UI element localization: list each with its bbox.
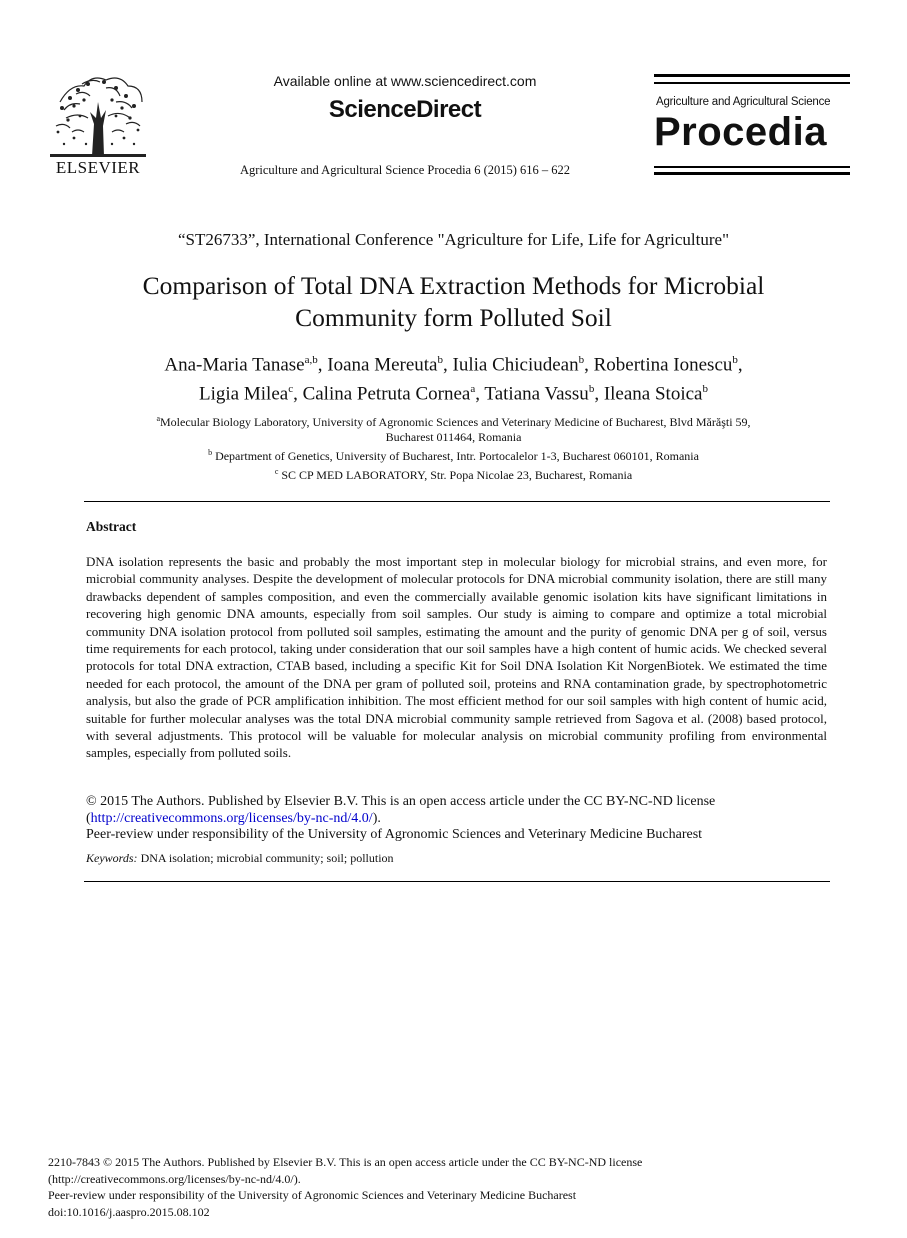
- journal-citation: Agriculture and Agricultural Science Procedia 6 (2015) 616 – 622: [239, 163, 571, 177]
- author-affiliation-mark: a,b: [304, 354, 318, 366]
- abstract-heading: Abstract: [86, 519, 137, 534]
- publisher-name: ELSEVIER: [55, 158, 141, 177]
- sciencedirect-logo: ScienceDirect: [328, 96, 482, 123]
- affiliation-c: $^c$ SC CP MED LABORATORY, Str. Popa Nicolae 23, Bucharest, Romania: [274, 467, 633, 482]
- footer-peer-review: Peer-review under responsibility of the University of Agronomic Sciences and Veterinary Medicine Bucharest: [48, 1188, 577, 1203]
- author-name: Ileana Stoica: [603, 383, 703, 405]
- author-affiliation-mark: c: [288, 383, 294, 396]
- author-affiliation-mark: a: [470, 383, 476, 396]
- license-url-line: (http://creativecommons.org/licenses/by-nc-nd/4.0/).: [86, 810, 381, 826]
- paper-title: [60, 270, 847, 334]
- footer-issn-license: 2210-7843 © 2015 The Authors. Published by Elsevier B.V. This is an open access article under the CC BY-NC-ND license: [48, 1155, 643, 1169]
- author-name: Ana-Maria Tanase: [164, 354, 305, 376]
- title-line-2: Community form Polluted Soil: [295, 303, 612, 332]
- affiliation-a-cont: Bucharest 011464, Romania: [385, 430, 522, 444]
- author-line-2: Ligia Milea$^c$, Calina Petruta Cornea$^a$, Tatiana Vassu$^b$, Ileana Stoica$^b$: [199, 383, 708, 405]
- author-affiliation-mark: b: [578, 354, 585, 366]
- procedia-top-rule: [654, 74, 850, 77]
- author-name: Robertina Ionescu: [593, 354, 733, 376]
- peer-review-note: Peer-review under responsibility of the University of Agronomic Sciences and Veterinary Medicine Bucharest: [86, 827, 703, 842]
- journal-series: Agriculture and Agricultural Science: [656, 96, 831, 108]
- procedia-top-rule-thin: [654, 82, 850, 84]
- divider: [84, 501, 830, 502]
- keywords: [86, 851, 827, 866]
- journal-brand: Procedia: [654, 110, 827, 154]
- author-affiliation-mark: b: [702, 383, 708, 396]
- conference-name: “ST26733”, International Conference "Agriculture for Life, Life for Agriculture": [177, 230, 730, 249]
- page-footer: [48, 1154, 868, 1220]
- procedia-bottom-rule: [654, 172, 850, 175]
- footer-doi[interactable]: doi:10.1016/j.aaspro.2015.08.102: [48, 1204, 210, 1219]
- author-list: [60, 348, 847, 407]
- abstract-body: DNA isolation represents the basic and probably the most important step in molecular biology for microbial strains, and even more, for microbial community analyses. Despite the development of molecular protocols for DNA microbial community isolation, there are still many drawbacks dependent of samples composition, and even the commercially available genomic isolation kits have significant limitations in recovering high genomic DNA amounts, especially from soil samples. Our study is aiming to compare and optimize a total microbial community DNA isolation protocol from polluted soil samples, estimating the amount and the purity of genomic DNA per g of soil, versus time requirements for each protocol, taking under consideration that our soil samples have a high content of humic acids. We checked several protocols for total DNA extraction, CTAB based, including a specific Kit for Soil DNA Isolation Kit NorgenBiotek. We estimated the time needed for each protocol, the amount of the DNA per gram of polluted soil, proteins and RNA contamination grade, by spectrophotometric analysis, but also the grade of PCR amplification inhibition. The most efficient method for our soil samples with high content of humic acid, suitable for further molecular analyses was the total DNA microbial community sample retrieved from Sagova et al. (2008) based protocol, with several adjustments. This protocol will be valuable for molecular analysis on microbial community profiling from environmental samples, especially from polluted soils.: [86, 554, 827, 761]
- affiliation-list: [60, 411, 847, 483]
- author-line-1: Ana-Maria Tanase$^{a,b}$, Ioana Mereuta$^b$, Iulia Chiciudean$^b$, Robertina Ionescu$^b$,: [164, 354, 743, 376]
- affiliation-a: $^a$Molecular Biology Laboratory, University of Agronomic Sciences and Veterinary Medicine of Bucharest, Blvd Mărăşti 59,: [156, 414, 751, 429]
- author-name: Tatiana Vassu: [484, 383, 589, 405]
- title-line-1: Comparison of Total DNA Extraction Methods for Microbial: [142, 271, 765, 300]
- keywords-label: Keywords:: [86, 851, 138, 865]
- author-name: Iulia Chiciudean: [452, 354, 579, 376]
- procedia-logo: [654, 72, 850, 178]
- author-affiliation-mark: b: [588, 383, 595, 396]
- procedia-bottom-rule-thin: [654, 166, 850, 168]
- author-affiliation-mark: b: [732, 354, 738, 366]
- license-link[interactable]: http://creativecommons.org/licenses/by-nc-nd/4.0/: [90, 810, 373, 826]
- license-notice: [86, 794, 827, 844]
- divider: [84, 881, 830, 882]
- available-online-text: Available online at www.sciencedirect.com: [273, 73, 537, 89]
- keywords-list: DNA isolation; microbial community; soil; pollution: [140, 851, 394, 865]
- author-affiliation-mark: b: [437, 354, 443, 366]
- affiliation-b: $^b$ Department of Genetics, University of Bucharest, Intr. Portocalelor 1-3, Bucharest 060101, Romania: [208, 448, 699, 463]
- author-name: Ligia Milea: [199, 383, 289, 405]
- license-line: © 2015 The Authors. Published by Elsevier B.V. This is an open access article under the CC BY-NC-ND license: [86, 794, 716, 809]
- author-name: Calina Petruta Cornea: [302, 383, 471, 405]
- footer-license-url[interactable]: (http://creativecommons.org/licenses/by-nc-nd/4.0/).: [48, 1171, 301, 1186]
- author-name: Ioana Mereuta: [327, 354, 438, 376]
